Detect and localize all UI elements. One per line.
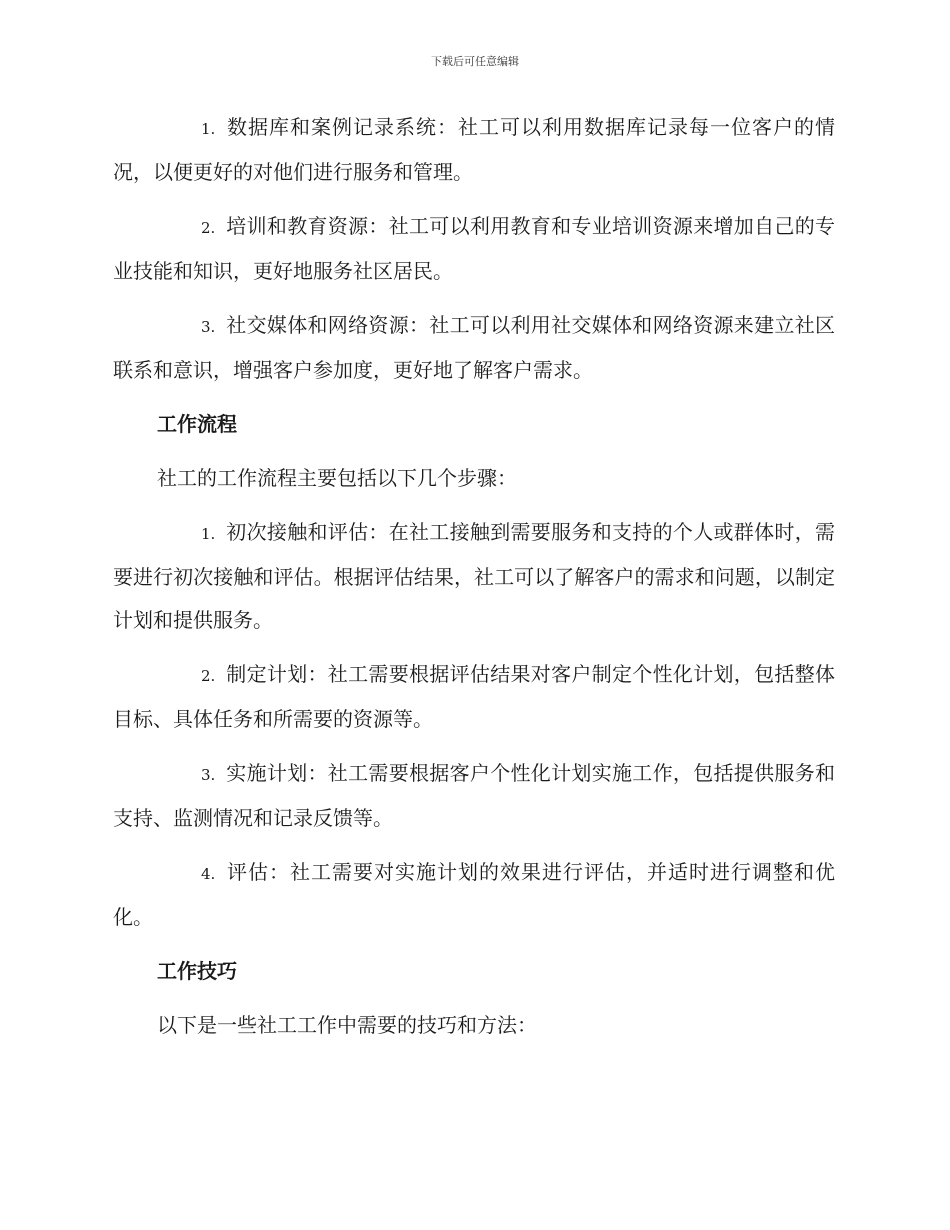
list-item bbox=[113, 106, 835, 194]
list-number: 1. bbox=[201, 120, 216, 138]
list-item bbox=[113, 752, 835, 840]
list-text: 数据库和案例记录系统：社工可以利用数据库记录每一位客户的情况，以便更好的对他们进行服务和管理。 bbox=[113, 115, 835, 184]
list-number: 2. bbox=[201, 219, 216, 237]
list-item bbox=[113, 653, 835, 741]
list-item bbox=[113, 851, 835, 939]
skills-intro: 以下是一些社工工作中需要的技巧和方法： bbox=[157, 1013, 537, 1037]
workflow-intro: 社工的工作流程主要包括以下几个步骤： bbox=[157, 466, 517, 490]
page-header: 下载后可任意编辑 bbox=[431, 55, 519, 68]
list-item bbox=[113, 304, 835, 392]
list-text: 社交媒体和网络资源：社工可以利用社交媒体和网络资源来建立社区联系和意识，增强客户参加度，更好地了解客户需求。 bbox=[113, 313, 835, 382]
list-text: 制定计划：社工需要根据评估结果对客户制定个性化计划，包括整体目标、具体任务和所需要的资源等。 bbox=[113, 662, 835, 731]
section-heading-skills: 工作技巧 bbox=[157, 959, 237, 983]
list-item bbox=[113, 511, 835, 642]
list-number: 4. bbox=[201, 865, 216, 883]
list-number: 2. bbox=[201, 667, 216, 685]
document-body bbox=[113, 106, 835, 1058]
list-item bbox=[113, 205, 835, 293]
list-text: 实施计划：社工需要根据客户个性化计划实施工作，包括提供服务和支持、监测情况和记录反馈等。 bbox=[113, 761, 835, 830]
list-text: 初次接触和评估：在社工接触到需要服务和支持的个人或群体时，需要进行初次接触和评估。根据评估结果，社工可以了解客户的需求和问题，以制定计划和提供服务。 bbox=[113, 520, 835, 632]
list-number: 1. bbox=[201, 525, 216, 543]
list-number: 3. bbox=[201, 318, 216, 336]
list-number: 3. bbox=[201, 766, 216, 784]
list-text: 评估：社工需要对实施计划的效果进行评估，并适时进行调整和优化。 bbox=[113, 860, 835, 929]
list-text: 培训和教育资源：社工可以利用教育和专业培训资源来增加自己的专业技能和知识，更好地服务社区居民。 bbox=[113, 214, 835, 283]
section-heading-workflow: 工作流程 bbox=[157, 412, 237, 436]
